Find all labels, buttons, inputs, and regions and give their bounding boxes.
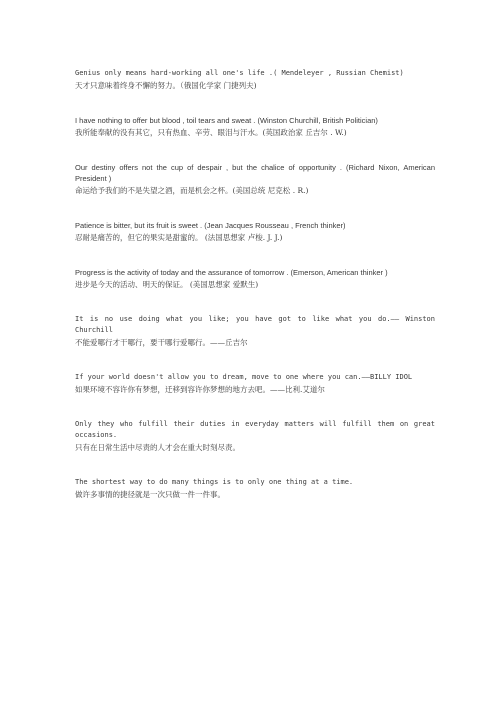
quote-english: If your world doesn't allow you to dream, move to one where you can.——BILLY IDOL	[75, 373, 413, 381]
quote-item	[75, 267, 435, 291]
quote-english: Patience is bitter, but its fruit is sweet . (Jean Jacques Rousseau , French thinker)	[75, 221, 346, 230]
quote-chinese: 不能爱哪行才干哪行，要干哪行爱哪行。——丘吉尔	[75, 338, 248, 347]
quote-english: I have nothing to offer but blood , toil tears and sweat . (Winston Churchill, British Politician)	[75, 116, 378, 125]
quote-english: Genius only means hard-working all one's life .( Mendeleyer , Russian Chemist)	[75, 69, 404, 77]
quote-chinese: 天才只意味着终身不懈的努力。（俄国化学家 门捷列夫)	[75, 81, 257, 90]
quote-item	[75, 162, 435, 197]
quote-chinese: 做许多事情的捷径就是一次只做一件一件事。	[75, 490, 225, 499]
quote-chinese: 如果环境不容许你有梦想，迁移到容许你梦想的地方去吧。——比利.艾道尔	[75, 385, 325, 394]
quote-item	[75, 314, 435, 349]
quote-english: It is no use doing what you like; you have got to like what you do.—— Winston Churchill	[75, 315, 435, 334]
quote-english: Progress is the activity of today and the assurance of tomorrow . (Emerson, American thinker )	[75, 268, 388, 277]
quote-chinese: 只有在日常生活中尽责的人才会在重大时刻尽责。	[75, 443, 240, 452]
quote-item	[75, 372, 435, 396]
quote-chinese: 进步是今天的活动、明天的保证。 (美国思想家 爱默生)	[75, 280, 259, 289]
quote-list	[75, 68, 435, 524]
quote-chinese: 命运给予我们的不是失望之酒，而是机会之杯。(美国总统 尼克松 . R.)	[75, 186, 309, 195]
quote-english: The shortest way to do many things is to only one thing at a time.	[75, 478, 354, 486]
quote-english: Only they who fulfill their duties in everyday matters will fulfill them on great occasions.	[75, 420, 435, 439]
quote-item	[75, 477, 435, 501]
quote-item	[75, 220, 435, 244]
quote-english: Our destiny offers not the cup of despair , but the chalice of opportunity . (Richard Nixon, American President )	[75, 163, 435, 183]
quote-chinese: 忍耐是痛苦的，但它的果实是甜蜜的。 (法国思想家 卢梭. J. J.)	[75, 233, 283, 242]
quote-item	[75, 419, 435, 454]
quote-item	[75, 115, 435, 139]
quote-item	[75, 68, 435, 92]
quote-chinese: 我所能奉献的没有其它，只有热血、辛劳、眼泪与汗水。(英国政治家 丘吉尔 . W.)	[75, 128, 347, 137]
